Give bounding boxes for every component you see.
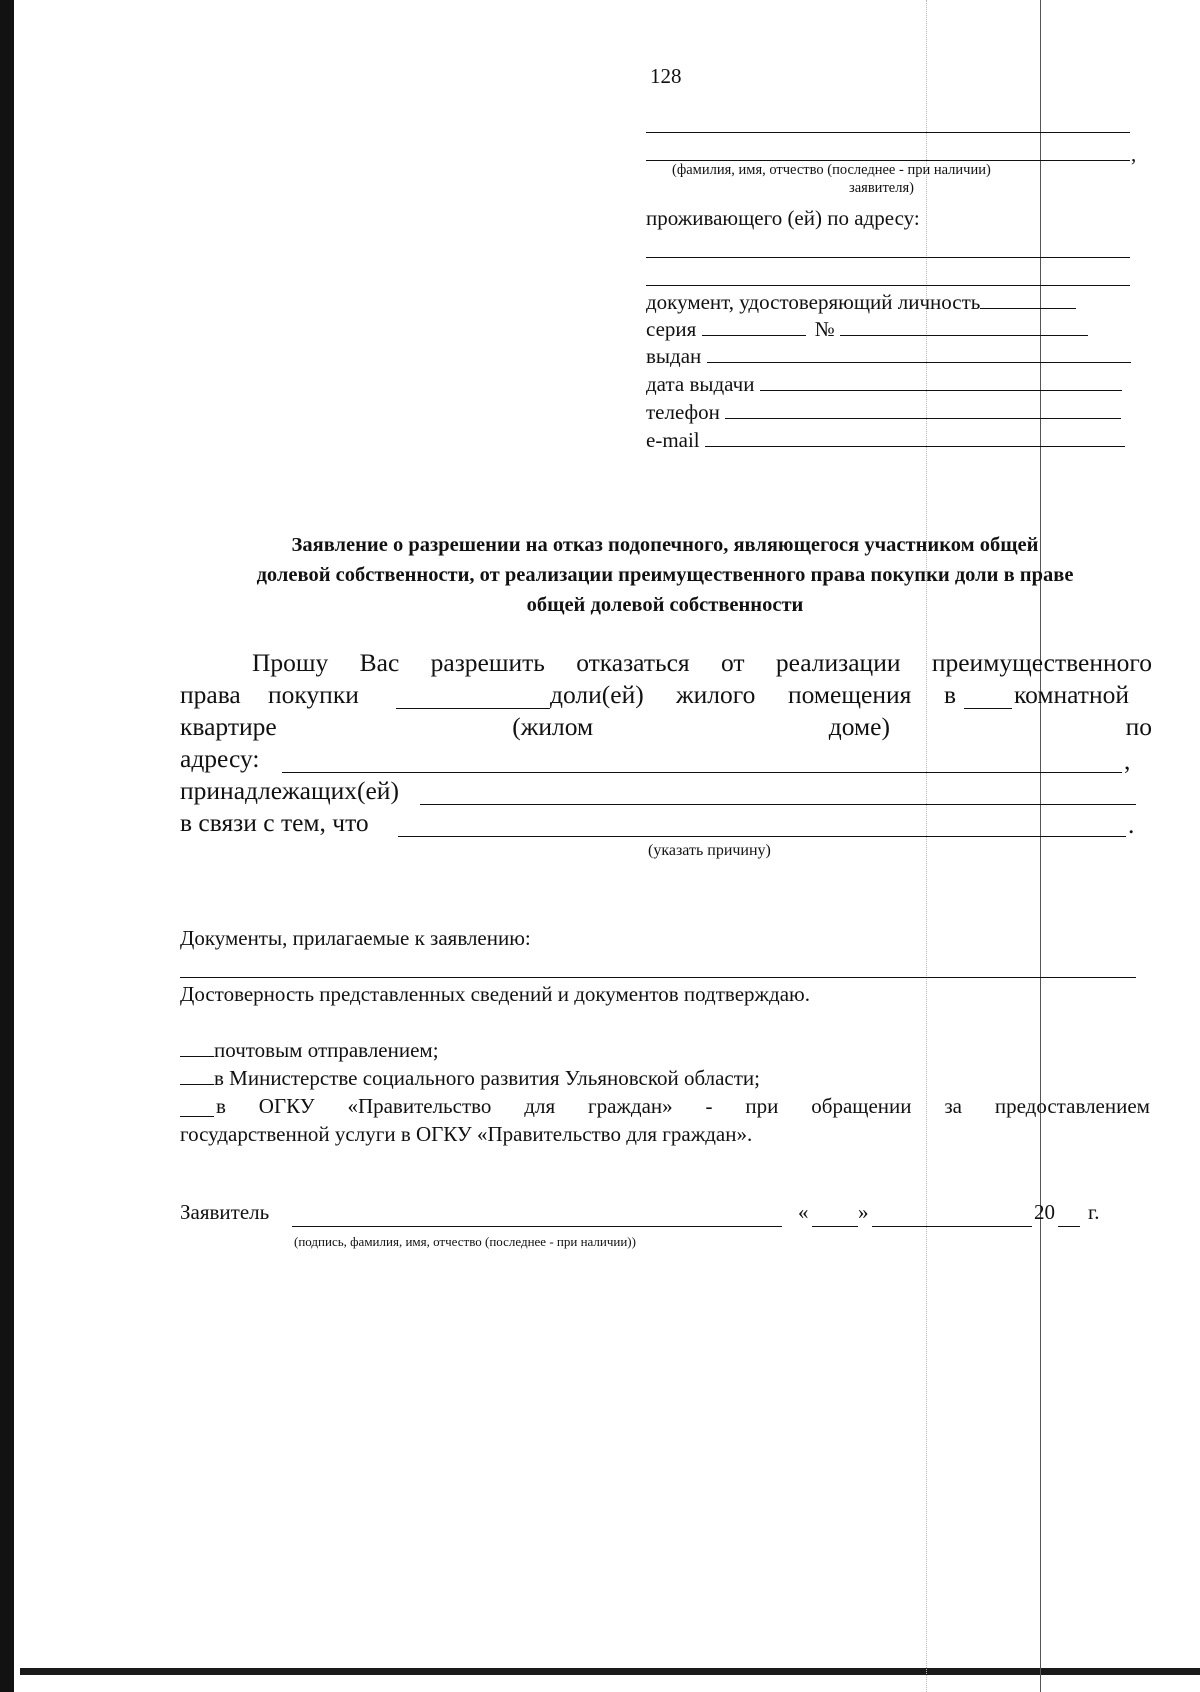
quote-open: « (798, 1200, 809, 1224)
name-comma: , (1131, 142, 1137, 166)
word: обращении (811, 1094, 912, 1118)
word: доме) (828, 712, 890, 741)
email-label: e-mail (646, 428, 700, 452)
checkbox-ogku[interactable] (180, 1116, 214, 1117)
word: в (216, 1094, 226, 1118)
title-line-3: общей долевой собственности (526, 594, 804, 616)
word: Прошу (252, 648, 329, 677)
word: жилого (676, 680, 756, 709)
reason-caption: (указать причину) (648, 842, 771, 859)
delivery-option-mail (180, 1038, 439, 1063)
body-address-field[interactable] (282, 772, 1122, 773)
scan-line-faint (926, 0, 927, 1692)
id-document-field[interactable] (980, 307, 1076, 309)
rooms-field[interactable] (964, 708, 1012, 709)
word: покупки (268, 680, 359, 709)
share-field[interactable] (396, 708, 550, 709)
applicant-label: Заявитель (180, 1200, 270, 1224)
year-suffix: г. (1088, 1200, 1100, 1224)
word: квартире (180, 712, 277, 741)
issue-date-field[interactable] (760, 389, 1122, 391)
issue-date-label: дата выдачи (646, 372, 755, 396)
address-comma: , (1124, 746, 1131, 775)
word: реализации (775, 648, 901, 677)
word: при (745, 1094, 779, 1118)
series-row (646, 317, 1088, 342)
series-label: серия (646, 317, 697, 341)
request-line-3 (180, 712, 1152, 742)
delivery-option-ogku (216, 1094, 1150, 1119)
body-address-label: адресу: (180, 744, 260, 773)
attached-documents-label: Документы, прилагаемые к заявлению: (180, 926, 531, 950)
day-field[interactable] (812, 1226, 858, 1227)
year-prefix: 20 (1034, 1200, 1055, 1224)
owner-label: принадлежащих(ей) (180, 776, 399, 805)
signature-caption: (подпись, фамилия, имя, отчество (последнее - при наличии)) (294, 1234, 636, 1249)
owner-field[interactable] (420, 804, 1136, 805)
word: от (720, 648, 745, 677)
name-caption: (фамилия, имя, отчество (последнее - при наличии) (672, 162, 991, 178)
title-line-1: Заявление о разрешении на отказ подопечного, являющегося участником общей (291, 534, 1039, 556)
document-title (170, 530, 1160, 620)
word: для (524, 1094, 556, 1118)
word: предоставлением (994, 1094, 1150, 1118)
delivery-option-ogku-line2: государственной услуги в ОГКУ «Правительство для граждан». (180, 1122, 753, 1146)
id-document-label: документ, удостоверяющий личность (646, 290, 981, 314)
word: «Правительство (347, 1094, 492, 1118)
month-field[interactable] (872, 1226, 1032, 1227)
name-line-1[interactable] (646, 132, 1130, 133)
number-field[interactable] (840, 334, 1088, 336)
email-field[interactable] (705, 445, 1125, 447)
scan-border-bottom (20, 1668, 1200, 1675)
word: за (944, 1094, 962, 1118)
phone-label: телефон (646, 400, 720, 424)
word: Вас (359, 648, 400, 677)
quote-close: » (858, 1200, 869, 1224)
word: по (1125, 712, 1152, 741)
address-line-1[interactable] (646, 257, 1130, 258)
address-line-2[interactable] (646, 285, 1130, 286)
option-label: в Министерстве социального развития Ульяновской области; (214, 1066, 760, 1090)
delivery-option-ministry (180, 1066, 760, 1091)
request-line-1 (252, 648, 1152, 678)
page-number: 128 (650, 64, 682, 88)
phone-row (646, 400, 1121, 425)
scan-line-vertical (1040, 0, 1041, 1692)
reason-label: в связи с тем, что (180, 808, 369, 837)
name-caption-2: заявителя) (849, 180, 914, 196)
word: доли(ей) (550, 680, 644, 709)
name-line-2[interactable] (646, 160, 1130, 161)
signature-field[interactable] (292, 1226, 782, 1227)
word: помещения (788, 680, 912, 709)
issued-row (646, 344, 1131, 369)
series-field[interactable] (702, 334, 806, 336)
year-field[interactable] (1058, 1226, 1080, 1227)
issued-label: выдан (646, 344, 702, 368)
attached-documents-field[interactable] (180, 977, 1136, 978)
issued-field[interactable] (707, 361, 1131, 363)
checkbox-ministry[interactable] (180, 1083, 214, 1085)
phone-field[interactable] (725, 417, 1121, 419)
word: комнатной (1014, 680, 1129, 709)
option-label: почтовым отправлением; (214, 1038, 439, 1062)
word: - (705, 1094, 713, 1118)
confirmation-text: Достоверность представленных сведений и документов подтверждаю. (180, 982, 810, 1006)
title-line-2: долевой собственности, от реализации преимущественного права покупки доли в праве (256, 564, 1074, 586)
id-document-row (646, 290, 1076, 315)
word: (жилом (512, 712, 594, 741)
word: права (180, 680, 241, 709)
number-label: № (814, 317, 835, 341)
issue-date-row (646, 372, 1122, 397)
email-row (646, 428, 1125, 453)
word: граждан» (587, 1094, 673, 1118)
reason-field[interactable] (398, 836, 1126, 837)
checkbox-mail[interactable] (180, 1055, 214, 1057)
scan-border-left (0, 0, 14, 1692)
word: в (944, 680, 957, 709)
reason-period: . (1128, 810, 1135, 839)
word: преимущественного (931, 648, 1152, 677)
word: разрешить (430, 648, 545, 677)
word: отказаться (576, 648, 690, 677)
word: ОГКУ (258, 1094, 315, 1118)
address-label: проживающего (ей) по адресу: (646, 206, 920, 230)
